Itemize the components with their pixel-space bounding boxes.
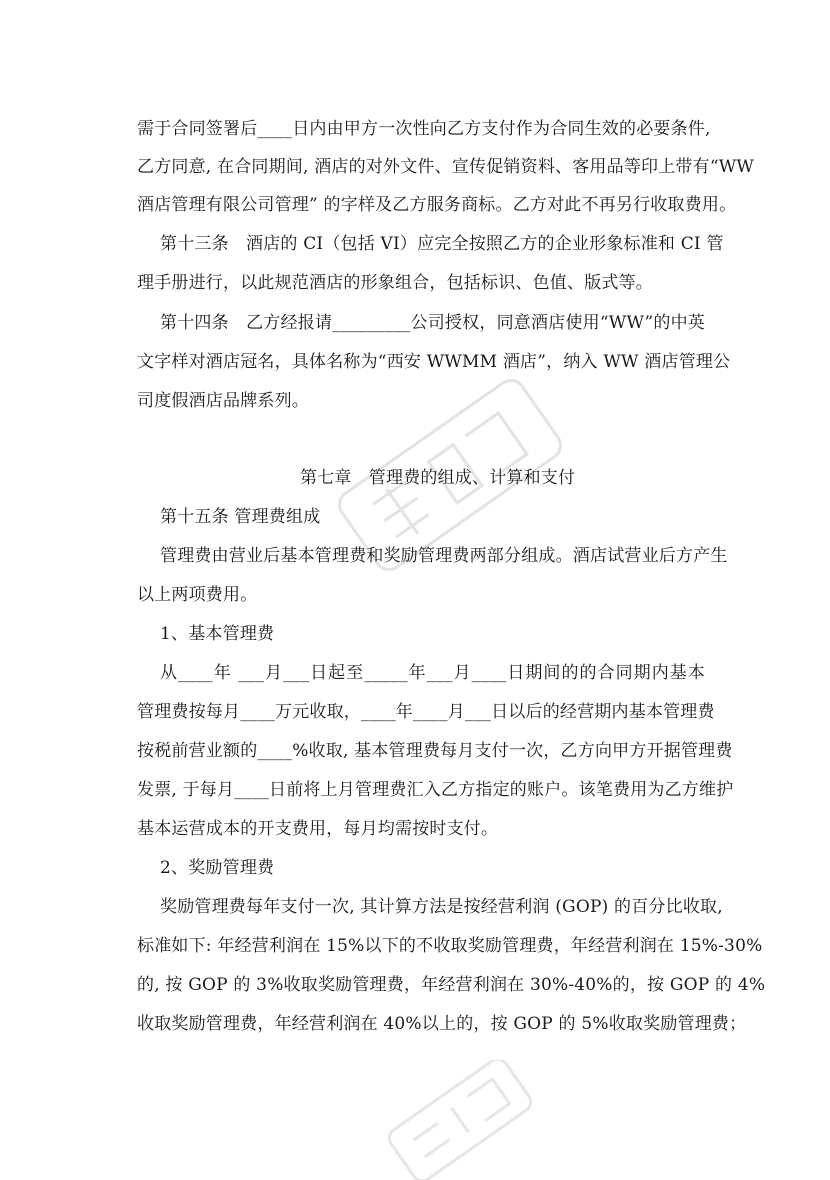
text-line: 基本运营成本的开支费用，每月均需按时支付。 bbox=[137, 819, 499, 839]
line-text: 需于合同签署后____日内由甲方一次性向乙方支付作为合同生效的必要条件, bbox=[137, 119, 711, 139]
section-heading: 1、基本管理费 bbox=[160, 624, 275, 644]
text-line: 理手册进行，以此规范酒店的形象组合，包括标识、色值、版式等。 bbox=[137, 273, 653, 293]
text-line bbox=[137, 973, 766, 997]
line-text: 发票, 于每月____日前将上月管理费汇入乙方指定的账户。该笔费用为乙方维护 bbox=[137, 780, 734, 800]
chapter-heading: 第七章 管理费的组成、计算和支付 bbox=[300, 468, 576, 488]
text-line bbox=[137, 155, 755, 179]
text-line bbox=[160, 544, 728, 568]
text-line bbox=[137, 739, 733, 763]
text-line bbox=[160, 661, 705, 685]
line-text: 第十四条 乙方经报请_________公司授权，同意酒店使用“WW”的中英 bbox=[160, 313, 705, 333]
line-text: 奖励管理费每年支付一次, 其计算方法是按经营利润 (GOP) 的百分比收取, bbox=[160, 897, 723, 917]
text-line bbox=[137, 700, 715, 724]
text-line bbox=[137, 350, 731, 374]
line-text: 第十三条 酒店的 CI（包括 VI）应完全按照乙方的企业形象标准和 CI 管 bbox=[160, 234, 724, 254]
line-text: 文字样对酒店冠名，具体名称为“西安 WWMM 酒店”，纳入 WW 酒店管理公 bbox=[137, 352, 731, 372]
text-line bbox=[137, 193, 737, 217]
line-text: 管理费由营业后基本管理费和奖励管理费两部分组成。酒店试营业后方产生 bbox=[160, 546, 728, 566]
text-line bbox=[160, 311, 705, 335]
text-line bbox=[137, 1012, 747, 1036]
line-text: 按税前营业额的____%收取, 基本管理费每月支付一次，乙方向甲方开据管理费 bbox=[137, 741, 733, 761]
text-line bbox=[160, 232, 724, 256]
line-text: 管理费按每月____万元收取，____年____月___日以后的经营期内基本管理费 bbox=[137, 702, 715, 722]
line-text: 酒店管理有限公司管理” 的字样及乙方服务商标。乙方对此不再另行收取费用。 bbox=[137, 195, 737, 215]
text-line bbox=[137, 117, 711, 141]
line-text: 标准如下: 年经营利润在 15%以下的不收取奖励管理费，年经营利润在 15%-30% bbox=[137, 936, 763, 956]
text-line bbox=[137, 778, 734, 802]
section-heading: 2、奖励管理费 bbox=[160, 858, 275, 878]
text-line: 司度假酒店品牌系列。 bbox=[137, 391, 309, 411]
line-text: 从____年 ___月___日起至_____年___月____日期间的的合同期内基本 bbox=[160, 663, 705, 683]
text-line: 以上两项费用。 bbox=[137, 585, 258, 605]
article-heading: 第十五条 管理费组成 bbox=[160, 507, 321, 527]
line-text: 的, 按 GOP 的 3%收取奖励管理费，年经营利润在 30%-40%的，按 GOP 的 4% bbox=[137, 975, 766, 995]
text-line bbox=[137, 934, 763, 958]
line-text: 收取奖励管理费，年经营利润在 40%以上的，按 GOP 的 5%收取奖励管理费； bbox=[137, 1014, 747, 1034]
text-line bbox=[160, 895, 723, 919]
line-text: 乙方同意, 在合同期间, 酒店的对外文件、宣传促销资料、客用品等印上带有“WW bbox=[137, 157, 755, 177]
